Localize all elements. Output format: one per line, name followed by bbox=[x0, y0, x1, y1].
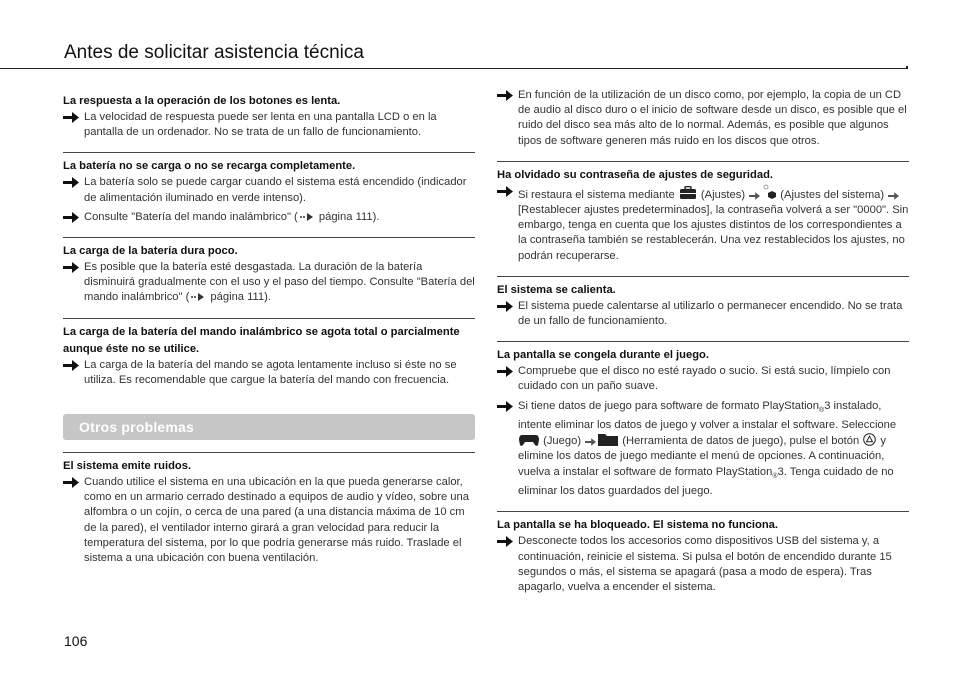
answer bbox=[497, 399, 909, 500]
answer-text: 3. Tenga cuidado de no eliminar los datos guardados del juego. bbox=[518, 465, 894, 498]
answer bbox=[497, 534, 909, 595]
section-heading-otros-problemas: Otros problemas bbox=[63, 414, 475, 440]
answer bbox=[63, 110, 475, 140]
answer-text: (Herramienta de datos de juego), pulse el botón bbox=[619, 435, 863, 448]
arrow-right-icon bbox=[63, 360, 79, 371]
answer-text: Cuando utilice el sistema en una ubicación en la que pueda generarse calor, como en un armario cerrado destinado a equipos de audio y vídeo, sobre una alfombra o un cojín, o cerca de una pared (a una distancia máxima de 10 cm de la pared), el ventilador interno girará a gran velocidad para reducir la temperatura del sistema, por lo que podría generarse más ruido. Traslade el sistema a una ubicación con buena ventilación. bbox=[84, 476, 469, 565]
answer-text: [Restablecer ajustes predeterminados], la contraseña volverá a ser "0000". Sin embargo, tenga en cuenta que los ajustes distintos de los correspondientes a la contraseña también se restablecerán. Una vez restablecidos los ajustes, no podrán recuperarse. bbox=[518, 204, 909, 262]
faq-system-locked bbox=[497, 511, 909, 607]
answer-text: 3 instalado, intente eliminar los datos de juego y volver a instalar el software. Seleccione bbox=[518, 399, 897, 432]
settings-toolbox-icon bbox=[679, 186, 697, 200]
answer-text: (Juego) bbox=[540, 435, 585, 448]
arrow-right-icon bbox=[497, 301, 513, 312]
answer bbox=[63, 210, 475, 225]
answer-text: (Ajustes del sistema) bbox=[777, 188, 888, 201]
question: Ha olvidado su contraseña de ajustes de seguridad. bbox=[497, 168, 774, 181]
arrow-right-icon bbox=[497, 401, 513, 412]
answer-text: Compruebe que el disco no esté rayado o sucio. Si está sucio, límpielo con cuidado con un paño suave. bbox=[518, 365, 891, 393]
title-rule bbox=[0, 68, 908, 69]
answer bbox=[63, 175, 475, 205]
page-title: Antes de solicitar asistencia técnica bbox=[64, 42, 364, 63]
answer bbox=[497, 299, 909, 329]
faq-slow-response bbox=[63, 88, 475, 152]
triangle-button-icon bbox=[863, 433, 876, 446]
answer-text: (Ajustes) bbox=[697, 188, 749, 201]
corner-dot bbox=[906, 66, 908, 68]
faq-overheating bbox=[497, 276, 909, 341]
question: La pantalla se ha bloqueado. El sistema no funciona. bbox=[497, 519, 778, 532]
answer-text: Es posible que la batería esté desgastada. La duración de la batería disminuirá gradualmente con el uso y el paso del tiempo. Consulte "Batería del mando inalámbrico" ( bbox=[84, 261, 475, 304]
game-controller-icon bbox=[519, 433, 539, 446]
answer-text: La velocidad de respuesta puede ser lenta en una pantalla LCD o en la pantalla de un ordenador. No se trata de un fallo de funcionamiento. bbox=[84, 111, 437, 139]
answer-text: Desconecte todos los accesorios como dispositivos USB del sistema y, a continuación, reinicie el sistema. Si pulsa el botón de encendido durante 15 segundos o más, el sistema se apagará (pasa a modo de espera). Tras apagarlo, vuelva a encender el sistema. bbox=[518, 535, 892, 593]
folder-icon bbox=[598, 433, 618, 446]
faq-forgot-password bbox=[497, 161, 909, 276]
registered-mark: ® bbox=[819, 406, 825, 414]
page-number: 106 bbox=[64, 633, 88, 649]
arrow-right-icon bbox=[749, 192, 760, 200]
answer bbox=[497, 88, 909, 149]
arrow-right-icon bbox=[63, 262, 79, 273]
arrow-right-icon bbox=[63, 477, 79, 488]
right-column bbox=[497, 86, 909, 607]
question: La respuesta a la operación de los botones es lenta. bbox=[63, 95, 341, 107]
answer-text: Consulte "Batería del mando inalámbrico" ( bbox=[84, 210, 298, 223]
registered-mark: ® bbox=[772, 472, 778, 480]
faq-battery-drain bbox=[63, 318, 475, 400]
answer-text: página 111). bbox=[315, 210, 380, 223]
arrow-right-icon bbox=[497, 90, 513, 101]
answer-text: La batería solo se puede cargar cuando el sistema está encendido (indicador de alimentación iluminado en verde intenso). bbox=[84, 176, 467, 204]
question: La carga de la batería del mando inalámbrico se agota total o parcialmente aunque éste no se utilice. bbox=[63, 325, 460, 355]
arrow-right-icon bbox=[497, 366, 513, 377]
answer bbox=[63, 358, 475, 388]
question: La batería no se carga o no se recarga completamente. bbox=[63, 160, 356, 173]
arrow-right-icon bbox=[497, 186, 513, 197]
question: La carga de la batería dura poco. bbox=[63, 245, 238, 258]
answer-text: En función de la utilización de un disco como, por ejemplo, la copia de un CD de audio al disco duro o el inicio de software desde un disco, es posible que el ruido del disco sea más alto de lo normal. Además, es posible que algunos tipos de software generen más ruido en los discos que otros. bbox=[518, 89, 907, 147]
arrow-right-icon bbox=[63, 212, 79, 223]
question: El sistema emite ruidos. bbox=[63, 460, 192, 473]
faq-noise-continued bbox=[497, 86, 909, 161]
answer-text: Si restaura el sistema mediante bbox=[518, 188, 678, 201]
answer-text: página 111). bbox=[207, 291, 271, 304]
faq-screen-freeze bbox=[497, 341, 909, 511]
answer-text: y elimine los datos de juego mediante el menú de opciones. A continuación, vuelva a instalar el software de formato PlayStation bbox=[518, 435, 887, 478]
arrow-right-icon bbox=[585, 438, 596, 446]
arrow-right-icon bbox=[63, 177, 79, 188]
question: La pantalla se congela durante el juego. bbox=[497, 349, 709, 362]
answer bbox=[63, 475, 475, 566]
page-reference-icon bbox=[299, 212, 315, 222]
arrow-right-icon bbox=[888, 192, 899, 200]
system-settings-icon bbox=[762, 184, 776, 200]
faq-battery-short bbox=[63, 237, 475, 318]
page-reference-icon bbox=[190, 292, 206, 302]
arrow-right-icon bbox=[63, 112, 79, 123]
answer bbox=[497, 364, 909, 394]
faq-battery-no-charge bbox=[63, 152, 475, 237]
answer-text: La carga de la batería del mando se agota lentamente incluso si éste no se utiliza. Es recomendable que cargue la batería del mando con frecuencia. bbox=[84, 358, 457, 386]
answer bbox=[63, 260, 475, 306]
question: El sistema se calienta. bbox=[497, 283, 616, 296]
left-column bbox=[63, 88, 475, 578]
arrow-right-icon bbox=[497, 536, 513, 547]
answer-text: El sistema puede calentarse al utilizarlo o permanecer encendido. No se trata de un fallo de funcionamiento. bbox=[518, 299, 903, 328]
answer bbox=[497, 184, 909, 264]
answer-text: Si tiene datos de juego para software de formato PlayStation bbox=[518, 399, 820, 412]
faq-noise bbox=[63, 452, 475, 578]
